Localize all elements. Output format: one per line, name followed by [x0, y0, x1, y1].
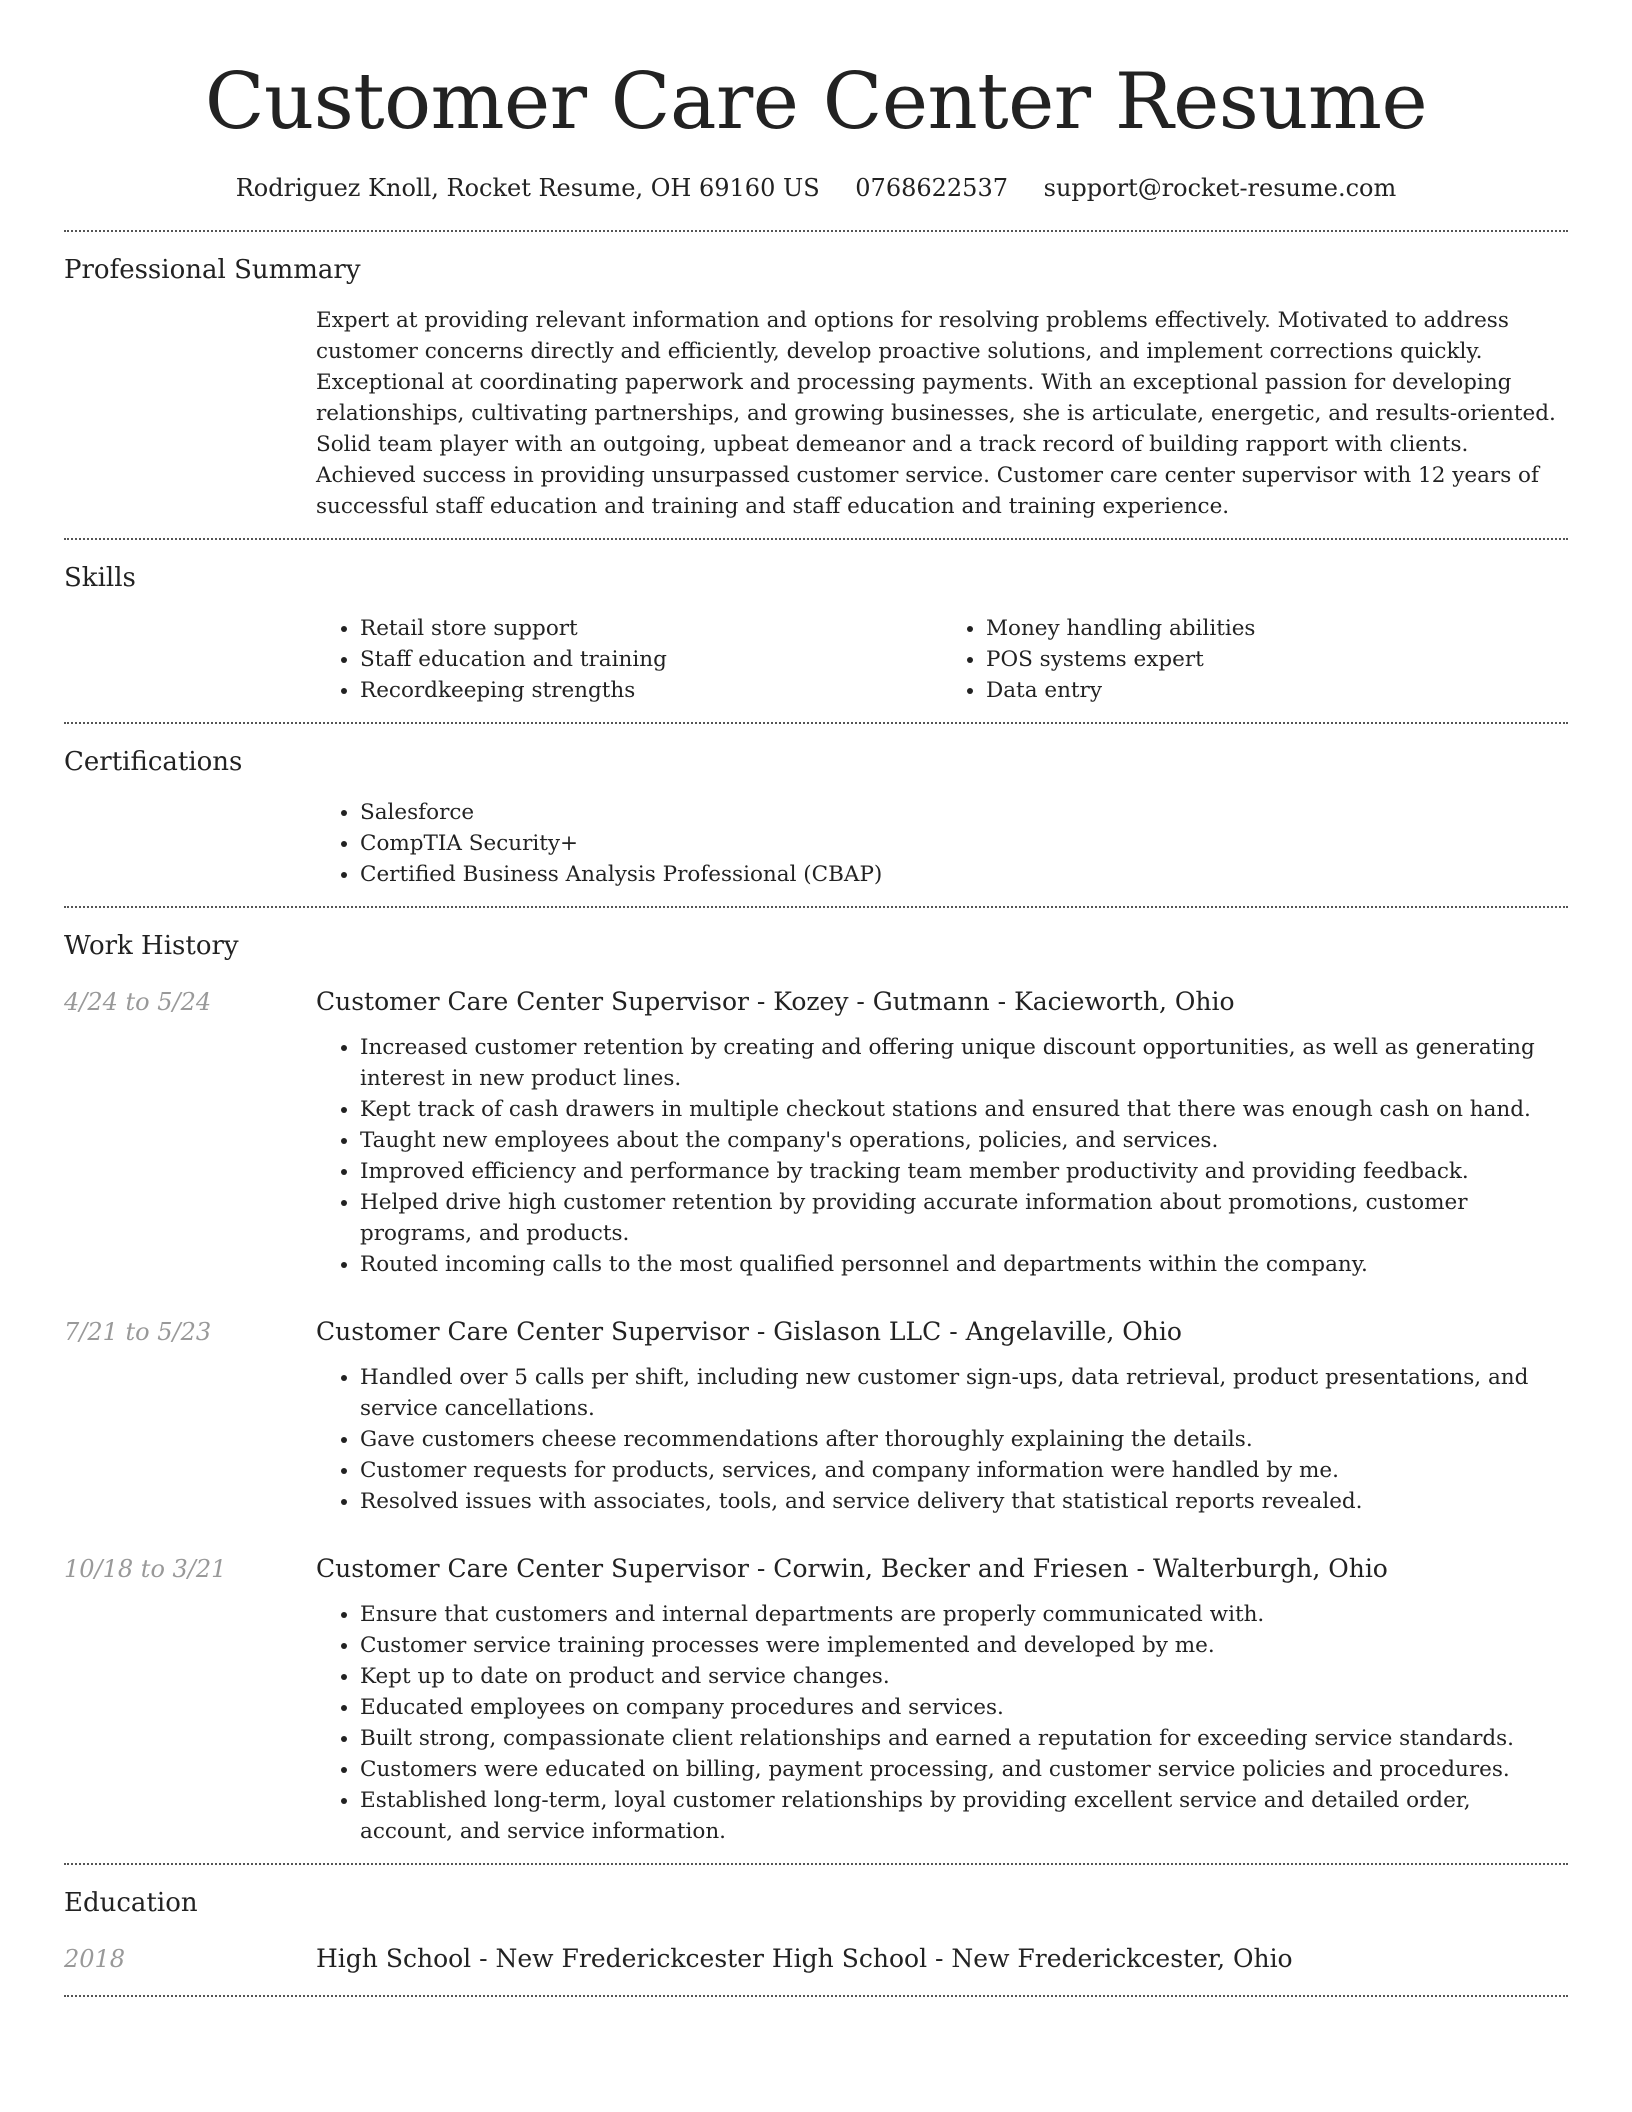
- list-item: • Customer requests for products, services, and company information were handled by me.: [360, 1455, 1568, 1486]
- list-item: • Resolved issues with associates, tools, and service delivery that statistical reports revealed.: [360, 1486, 1568, 1517]
- list-item: • Taught new employees about the company's operations, policies, and services.: [360, 1125, 1568, 1156]
- job-details: [316, 984, 1568, 1280]
- skills-section: [64, 540, 1568, 722]
- job-dates: 7/21 to 5/23: [64, 1318, 212, 1346]
- summary-text: Expert at providing relevant information and options for resolving problems effectively. Motivated to address customer concerns directly and efficiently, develop proactive solutions, and implement corrections quickly. Exceptional at coordinating paperwork and processing payments. With an exceptional passion for developing relationships, cultivating partnerships, and growing businesses, she is articulate, energetic, and results-oriented. Solid team player with an outgoing, upbeat demeanor and a track record of building rapport with clients. Achieved success in providing unsurpassed customer service. Customer care center supervisor with 12 years of successful staff education and training and staff education and training experience.: [316, 308, 1556, 519]
- job-title: Customer Care Center Supervisor - Gislason LLC - Angelaville, Ohio: [316, 1317, 1182, 1346]
- skills-list-left: [316, 613, 942, 706]
- skills-list-right: [942, 613, 1568, 706]
- section-heading-work: Work History: [64, 931, 239, 961]
- list-item: • Retail store support: [360, 613, 942, 644]
- job-entry: [64, 984, 1568, 1280]
- section-heading-summary: Professional Summary: [64, 255, 361, 285]
- list-item: • Ensure that customers and internal departments are properly communicated with.: [360, 1599, 1568, 1630]
- contact-address: Rodriguez Knoll, Rocket Resume, OH 69160 US: [235, 174, 820, 202]
- list-item: • Customers were educated on billing, payment processing, and customer service policies and procedures.: [360, 1754, 1568, 1785]
- contact-email: support@rocket-resume.com: [1043, 174, 1397, 202]
- education-title: High School - New Frederickcester High School - New Frederickcester, Ohio: [316, 1944, 1293, 1973]
- education-date: 2018: [64, 1945, 126, 1973]
- list-item: • Money handling abilities: [986, 613, 1568, 644]
- education-entries: [64, 1921, 1568, 1995]
- job-title: Customer Care Center Supervisor - Kozey - Gutmann - Kacieworth, Ohio: [316, 987, 1235, 1016]
- work-history-section: [64, 908, 1568, 1863]
- section-heading-skills: Skills: [64, 563, 136, 593]
- job-bullets: [316, 1362, 1568, 1517]
- job-title: Customer Care Center Supervisor - Corwin, Becker and Friesen - Walterburgh, Ohio: [316, 1554, 1388, 1583]
- list-item: • Certified Business Analysis Professional (CBAP): [360, 859, 1568, 890]
- job-dates: 10/18 to 3/21: [64, 1555, 227, 1583]
- section-heading-certifications: Certifications: [64, 747, 243, 777]
- list-item: • Staff education and training: [360, 644, 942, 675]
- summary-section: [64, 232, 1568, 538]
- education-section: [64, 1865, 1568, 1995]
- contact-phone: 0768622537: [855, 174, 1008, 202]
- list-item: • Gave customers cheese recommendations after thoroughly explaining the details.: [360, 1424, 1568, 1455]
- list-item: • Built strong, compassionate client relationships and earned a reputation for exceeding service standards.: [360, 1723, 1568, 1754]
- list-item: • Helped drive high customer retention by providing accurate information about promotions, customer programs, and products.: [360, 1187, 1568, 1249]
- certifications-section: [64, 724, 1568, 906]
- work-jobs: [64, 964, 1568, 1863]
- section-heading-education: Education: [64, 1888, 198, 1918]
- list-item: • Data entry: [986, 675, 1568, 706]
- list-item: • Kept up to date on product and service changes.: [360, 1661, 1568, 1692]
- education-details: [316, 1941, 1568, 1977]
- job-details: [316, 1314, 1568, 1517]
- list-item: • Educated employees on company procedures and services.: [360, 1692, 1568, 1723]
- list-item: • Handled over 5 calls per shift, including new customer sign-ups, data retrieval, product presentations, and service cancellations.: [360, 1362, 1568, 1424]
- list-item: • Kept track of cash drawers in multiple checkout stations and ensured that there was enough cash on hand.: [360, 1094, 1568, 1125]
- list-item: • Improved efficiency and performance by tracking team member productivity and providing feedback.: [360, 1156, 1568, 1187]
- list-item: • Salesforce: [360, 797, 1568, 828]
- list-item: • Increased customer retention by creating and offering unique discount opportunities, as well as generating interest in new product lines.: [360, 1032, 1568, 1094]
- job-entry: [64, 1551, 1568, 1847]
- job-dates: 4/24 to 5/24: [64, 988, 212, 1016]
- certifications-body: [316, 780, 1568, 906]
- list-item: • Established long-term, loyal customer relationships by providing excellent service and detailed order, account, and service information.: [360, 1785, 1568, 1847]
- contact-line: [64, 172, 1568, 204]
- list-item: • CompTIA Security+: [360, 828, 1568, 859]
- resume-header: [64, 0, 1568, 204]
- page-title: Customer Care Center Resume: [204, 57, 1428, 147]
- certifications-list: [316, 797, 1568, 890]
- skills-columns: [316, 596, 1568, 722]
- list-item: • Customer service training processes were implemented and developed by me.: [360, 1630, 1568, 1661]
- job-bullets: [316, 1599, 1568, 1847]
- list-item: • POS systems expert: [986, 644, 1568, 675]
- job-details: [316, 1551, 1568, 1847]
- divider: [64, 1995, 1568, 1997]
- education-entry: [64, 1941, 1568, 1977]
- job-bullets: [316, 1032, 1568, 1280]
- list-item: • Routed incoming calls to the most qualified personnel and departments within the company.: [360, 1249, 1568, 1280]
- job-entry: [64, 1314, 1568, 1517]
- list-item: • Recordkeeping strengths: [360, 675, 942, 706]
